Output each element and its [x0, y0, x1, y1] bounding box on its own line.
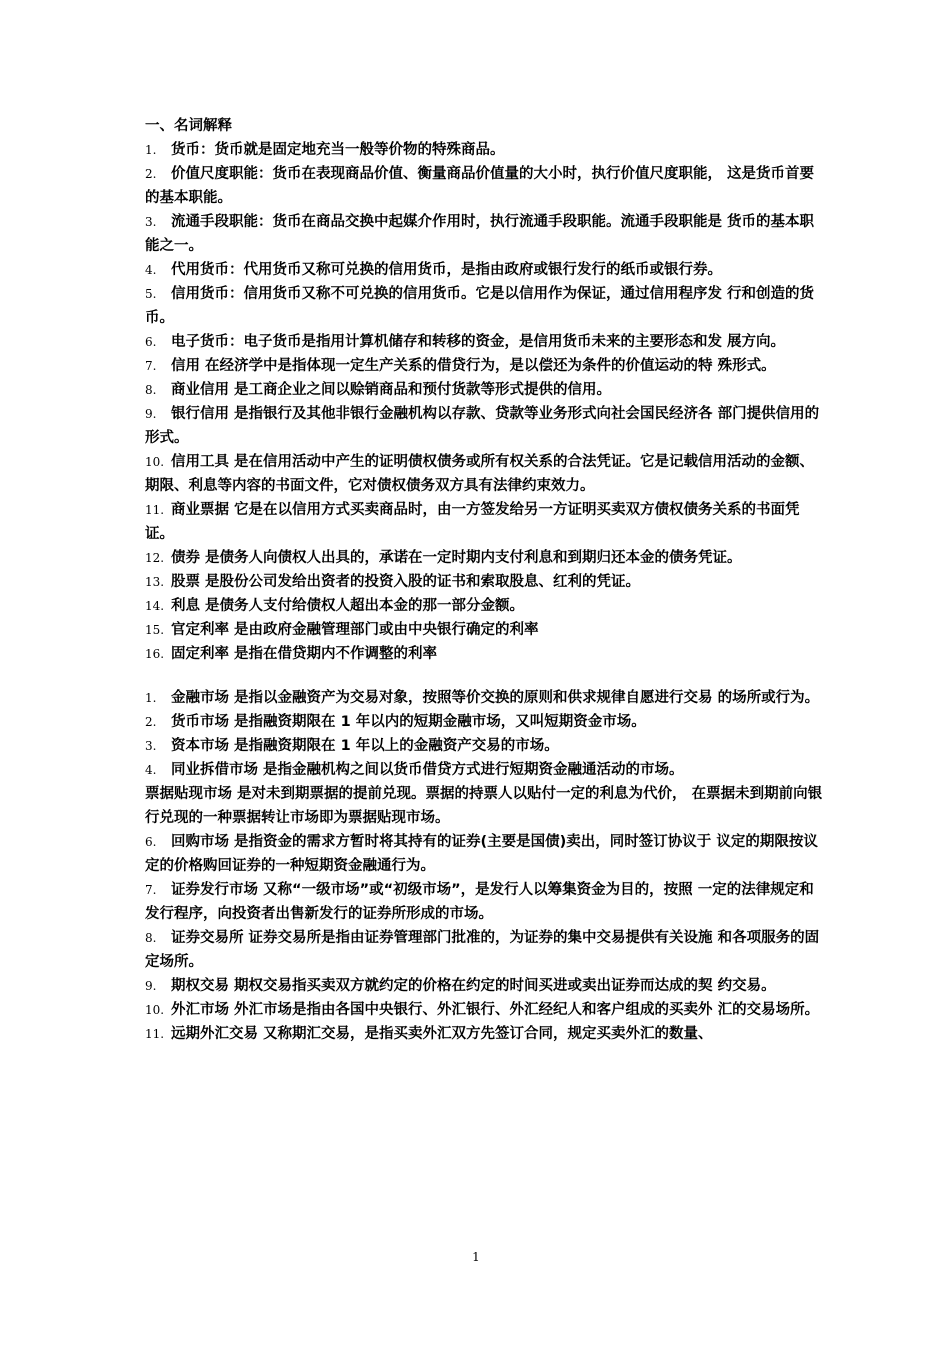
- section-gap: [145, 666, 823, 686]
- entry-text: 期权交易 期权交易指买卖双方就约定的价格在约定的时间买进或卖出证券而达成的契 约交易。: [171, 978, 776, 994]
- definition-entry: [145, 734, 823, 758]
- entry-number: 12.: [145, 551, 165, 565]
- entry-text: 代用货币：代用货币又称可兑换的信用货币，是指由政府或银行发行的纸币或银行券。: [171, 262, 722, 278]
- entry-number: 7.: [145, 883, 157, 897]
- entry-text: 证券发行市场 又称“一级市场”或“初级市场”，是发行人以筹集资金为目的，按照 一定的法律规定和发行程序，向投资者出售新发行的证券所形成的市场。: [145, 882, 814, 922]
- document-content: [145, 114, 823, 1046]
- definitions-list-2: [145, 686, 823, 1046]
- definition-entry: [145, 782, 823, 830]
- entry-number: 13.: [145, 575, 165, 589]
- entry-number: 3.: [145, 215, 157, 229]
- definition-entry: [145, 686, 823, 710]
- entry-text: 资本市场 是指融资期限在 1 年以上的金融资产交易的市场。: [171, 738, 559, 754]
- entry-text: 信用工具 是在信用活动中产生的证明债权债务或所有权关系的合法凭证。它是记载信用活动的金额、期限、利息等内容的书面文件，它对债权债务双方具有法律约束效力。: [145, 454, 815, 494]
- entry-number: 10.: [145, 1003, 165, 1017]
- definition-entry: [145, 162, 823, 210]
- entry-text: 流通手段职能：货币在商品交换中起媒介作用时，执行流通手段职能。流通手段职能是 货币的基本职能之一。: [145, 214, 815, 254]
- entry-text: 电子货币：电子货币是指用计算机储存和转移的资金，是信用货币未来的主要形态和发 展方向。: [171, 334, 786, 350]
- definition-entry: [145, 450, 823, 498]
- definition-entry: [145, 570, 823, 594]
- definition-entry: [145, 258, 823, 282]
- section-heading: 一、名词解释: [145, 118, 232, 134]
- entry-text: 票据贴现市场 是对未到期票据的提前兑现。票据的持票人以贴付一定的利息为代价， 在票据未到期前向银行兑现的一种票据转让市场即为票据贴现市场。: [145, 786, 823, 826]
- entry-number: 6.: [145, 335, 157, 349]
- definition-entry: [145, 498, 823, 546]
- entry-number: 4.: [145, 763, 157, 777]
- entry-number: 16.: [145, 647, 165, 661]
- entry-text: 证券交易所 证券交易所是指由证券管理部门批准的，为证券的集中交易提供有关设施 和各项服务的固定场所。: [145, 930, 820, 970]
- definition-entry: [145, 642, 823, 666]
- entry-number: 1.: [145, 691, 157, 705]
- entry-text: 银行信用 是指银行及其他非银行金融机构以存款、贷款等业务形式向社会国民经济各 部门提供信用的形式。: [145, 406, 820, 446]
- definition-entry: [145, 878, 823, 926]
- definition-entry: [145, 138, 823, 162]
- entry-number: 6.: [145, 835, 157, 849]
- entry-text: 商业票据 它是在以信用方式买卖商品时，由一方签发给另一方证明买卖双方债权债务关系的书面凭证。: [145, 502, 800, 542]
- definition-entry: [145, 710, 823, 734]
- entry-text: 利息 是债务人支付给债权人超出本金的那一部分金额。: [171, 598, 525, 614]
- definition-entry: [145, 1022, 823, 1046]
- definition-entry: [145, 974, 823, 998]
- definition-entry: [145, 594, 823, 618]
- entry-text: 回购市场 是指资金的需求方暂时将其持有的证券(主要是国债)卖出，同时签订协议于 议定的期限按议定的价格购回证券的一种短期资金融通行为。: [145, 834, 818, 874]
- entry-number: 14.: [145, 599, 165, 613]
- entry-text: 信用货币：信用货币又称不可兑换的信用货币。它是以信用作为保证，通过信用程序发 行和创造的货币。: [145, 286, 815, 326]
- entry-number: 1.: [145, 143, 157, 157]
- entry-number: 3.: [145, 739, 157, 753]
- definition-entry: [145, 378, 823, 402]
- definition-entry: [145, 546, 823, 570]
- definition-entry: [145, 758, 823, 782]
- entry-number: 5.: [145, 287, 157, 301]
- entry-number: 4.: [145, 263, 157, 277]
- definition-entry: [145, 354, 823, 378]
- entry-number: 15.: [145, 623, 165, 637]
- entry-text: 商业信用 是工商企业之间以赊销商品和预付货款等形式提供的信用。: [171, 382, 612, 398]
- entry-number: 2.: [145, 715, 157, 729]
- entry-text: 官定利率 是由政府金融管理部门或由中央银行确定的利率: [171, 622, 539, 638]
- entry-text: 货币：货币就是固定地充当一般等价物的特殊商品。: [171, 142, 505, 158]
- definition-entry: [145, 282, 823, 330]
- entry-text: 股票 是股份公司发给出资者的投资入股的证书和索取股息、红利的凭证。: [171, 574, 641, 590]
- definitions-list-1: [145, 138, 823, 666]
- entry-text: 同业拆借市场 是指金融机构之间以货币借贷方式进行短期资金融通活动的市场。: [171, 762, 684, 778]
- entry-number: 11.: [145, 1027, 165, 1041]
- entry-number: 8.: [145, 931, 157, 945]
- entry-text: 远期外汇交易 又称期汇交易，是指买卖外汇双方先签订合同，规定买卖外汇的数量、: [171, 1026, 713, 1042]
- entry-number: 11.: [145, 503, 165, 517]
- entry-number: 9.: [145, 979, 157, 993]
- definition-entry: [145, 926, 823, 974]
- entry-text: 外汇市场 外汇市场是指由各国中央银行、外汇银行、外汇经纪人和客户组成的买卖外 汇的交易场所。: [171, 1002, 820, 1018]
- entry-number: 9.: [145, 407, 157, 421]
- entry-text: 债券 是债务人向债权人出具的，承诺在一定时期内支付利息和到期归还本金的债务凭证。: [171, 550, 742, 566]
- entry-text: 固定利率 是指在借贷期内不作调整的利率: [171, 646, 438, 662]
- entry-number: 10.: [145, 455, 165, 469]
- page-number: 1: [472, 1250, 480, 1264]
- definition-entry: [145, 618, 823, 642]
- entry-text: 金融市场 是指以金融资产为交易对象，按照等价交换的原则和供求规律自愿进行交易 的场所或行为。: [171, 690, 820, 706]
- definition-entry: [145, 402, 823, 450]
- definition-entry: [145, 830, 823, 878]
- entry-text: 货币市场 是指融资期限在 1 年以内的短期金融市场，又叫短期资金市场。: [171, 714, 646, 730]
- entry-number: 8.: [145, 383, 157, 397]
- entry-number: 7.: [145, 359, 157, 373]
- entry-number: 2.: [145, 167, 157, 181]
- entry-text: 信用 在经济学中是指体现一定生产关系的借贷行为，是以偿还为条件的价值运动的特 殊形式。: [171, 358, 776, 374]
- definition-entry: [145, 998, 823, 1022]
- definition-entry: [145, 210, 823, 258]
- definition-entry: [145, 330, 823, 354]
- entry-text: 价值尺度职能：货币在表现商品价值、衡量商品价值量的大小时，执行价值尺度职能， 这是货币首要的基本职能。: [145, 166, 815, 206]
